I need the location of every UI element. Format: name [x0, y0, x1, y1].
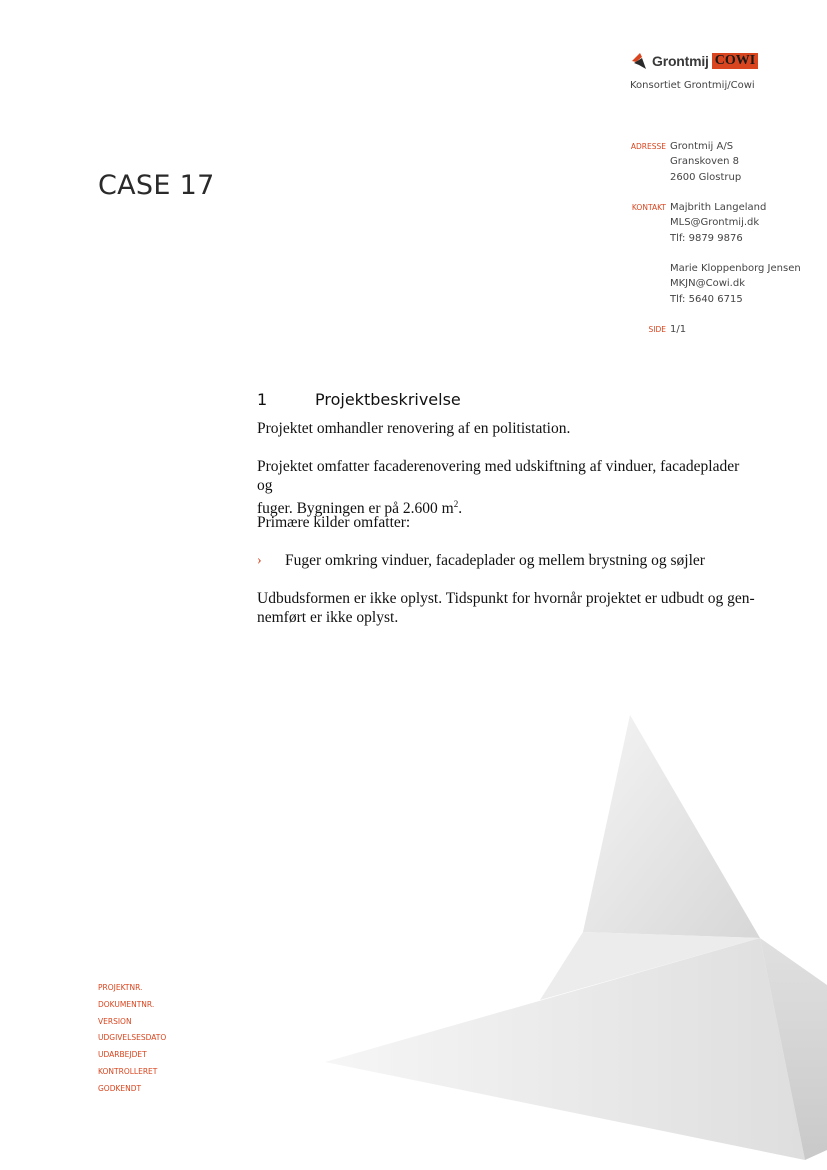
contact-phone: Tlf: 5640 6715 [670, 293, 743, 305]
bullet-list [257, 551, 757, 570]
paragraph-line: Udbudsformen er ikke oplyst. Tidspunkt for hvornår projektet er udbudt og gen- [257, 590, 755, 607]
address-line: Granskoven 8 [670, 156, 740, 168]
address-line: Grontmij A/S [670, 141, 734, 152]
paragraph-line: Projektet omfatter facaderenovering med udskiftning af vinduer, facadeplader og [257, 458, 740, 494]
label-kontrolleret: KONTROLLERET [98, 1066, 158, 1076]
section-title: Projektbeskrivelse [315, 390, 461, 409]
paragraph-line: nemført er ikke oplyst. [257, 609, 399, 626]
paragraph-text: . [458, 500, 463, 518]
paragraph: Primære kilder omfatter: [257, 514, 411, 531]
grontmij-logo-icon [630, 51, 648, 71]
paragraph [257, 457, 757, 518]
logo-grontmij-text: Grontmij [652, 53, 709, 69]
list-item-text: Fuger omkring vinduer, facadeplader og mellem brystning og søjler [285, 552, 705, 569]
superscript: 2 [453, 499, 459, 509]
paragraph: Projektet omhandler renovering af en politistation. [257, 420, 571, 437]
contact-block-1 [670, 200, 766, 246]
page-number: 1/1 [670, 324, 687, 335]
section-number: 1 [257, 390, 268, 409]
bullet-arrow-icon: › [257, 553, 262, 568]
contact-name: Marie Kloppenborg Jensen [670, 263, 801, 274]
label-projektnr: PROJEKTNR. [98, 983, 143, 992]
label-udarbejdet: UDARBEJDET [98, 1050, 147, 1060]
logo-cowi-text: COWI [712, 53, 758, 69]
address-label: ADRESSE [630, 142, 666, 151]
contact-email: MLS@Grontmij.dk [670, 217, 760, 229]
contact-phone: Tlf: 9879 9876 [670, 232, 743, 244]
document-title: CASE 17 [98, 170, 215, 201]
contact-label: KONTAKT [631, 203, 666, 212]
paragraph-text: fuger. Bygningen er på 2.600 m [257, 500, 454, 518]
consortium-name: Konsortiet Grontmij/Cowi [630, 80, 755, 91]
list-item [257, 551, 757, 570]
label-godkendt: GODKENDT [98, 1083, 142, 1093]
address-block [670, 139, 741, 185]
label-udgivelsesdato: UDGIVELSESDATO [98, 1033, 167, 1043]
section-heading [257, 390, 461, 409]
address-line: 2600 Glostrup [670, 171, 742, 183]
contact-name: Majbrith Langeland [670, 202, 767, 213]
document-metadata-labels [98, 980, 166, 1098]
label-version: VERSION [98, 1016, 132, 1026]
paragraph [257, 589, 757, 627]
page-label: SIDE [648, 325, 666, 334]
contact-block-2 [670, 261, 801, 307]
contact-email: MKJN@Cowi.dk [670, 278, 745, 290]
company-logo [630, 50, 758, 72]
label-dokumentnr: DOKUMENTNR. [98, 999, 155, 1009]
